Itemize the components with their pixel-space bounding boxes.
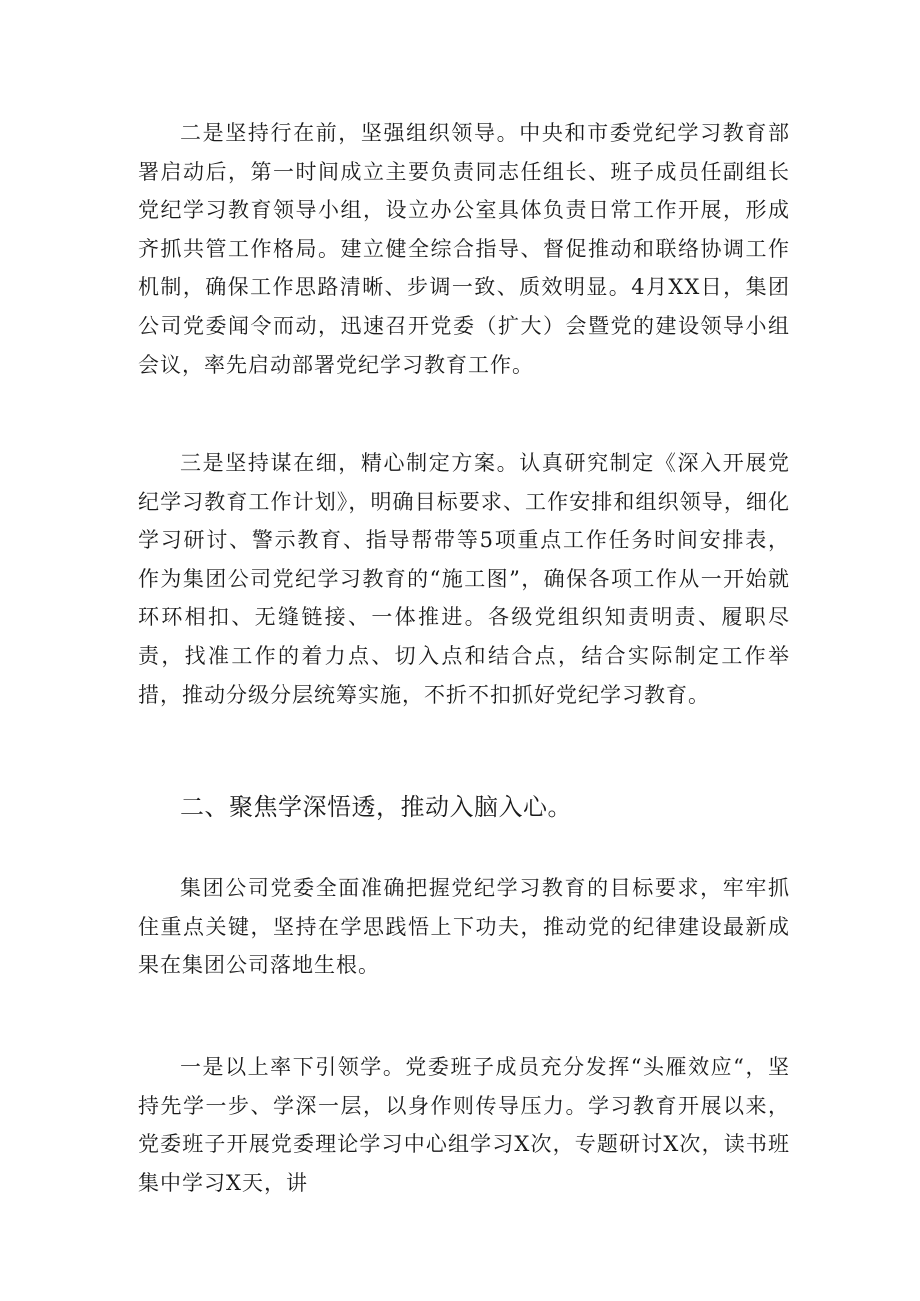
section-heading-2: 二、聚焦学深悟透，推动入脑入心。 [180,793,572,821]
paragraph-organization-leadership: 二是坚持行在前，坚强组织领导。中央和市委党纪学习教育部署启动后，第一时间成立主要负责同志任组长、班子成员任副组长党纪学习教育领导小组，设立办公室具体负责日常工作开展，形成齐抓共管工作格局。建立健全综合指导、督促推动和联络协调工作机制，确保工作思路清晰、步调一致、质效明显。4月XX日，集团公司党委闻令而动，迅速召开党委（扩大）会暨党的建设领导小组会议，率先启动部署党纪学习教育工作。 [138,121,790,377]
paragraph-plan-formulation: 三是坚持谋在细，精心制定方案。认真研究制定《深入开展党纪学习教育工作计划》，明确目标要求、工作安排和组织领导，细化学习研讨、警示教育、指导帮带等5项重点工作任务时间安排表，作为集团公司党纪学习教育的“施工图”，确保各项工作从一开始就环环相扣、无缝链接、一体推进。各级党组织知责明责、履职尽责，找准工作的着力点、切入点和结合点，结合实际制定工作举措，推动分级分层统筹实施，不折不扣抓好党纪学习教育。 [138,451,790,707]
paragraph-section-2-intro: 集团公司党委全面准确把握党纪学习教育的目标要求，牢牢抓住重点关键，坚持在学思践悟上下功夫，推动党的纪律建设最新成果在集团公司落地生根。 [138,876,790,978]
paragraph-lead-by-example: 一是以上率下引领学。党委班子成员充分发挥“头雁效应“，坚持先学一步、学深一层，以身作则传导压力。学习教育开展以来，党委班子开展党委理论学习中心组学习X次，专题研讨X次，读书班集中学习X天，讲 [138,1055,790,1195]
